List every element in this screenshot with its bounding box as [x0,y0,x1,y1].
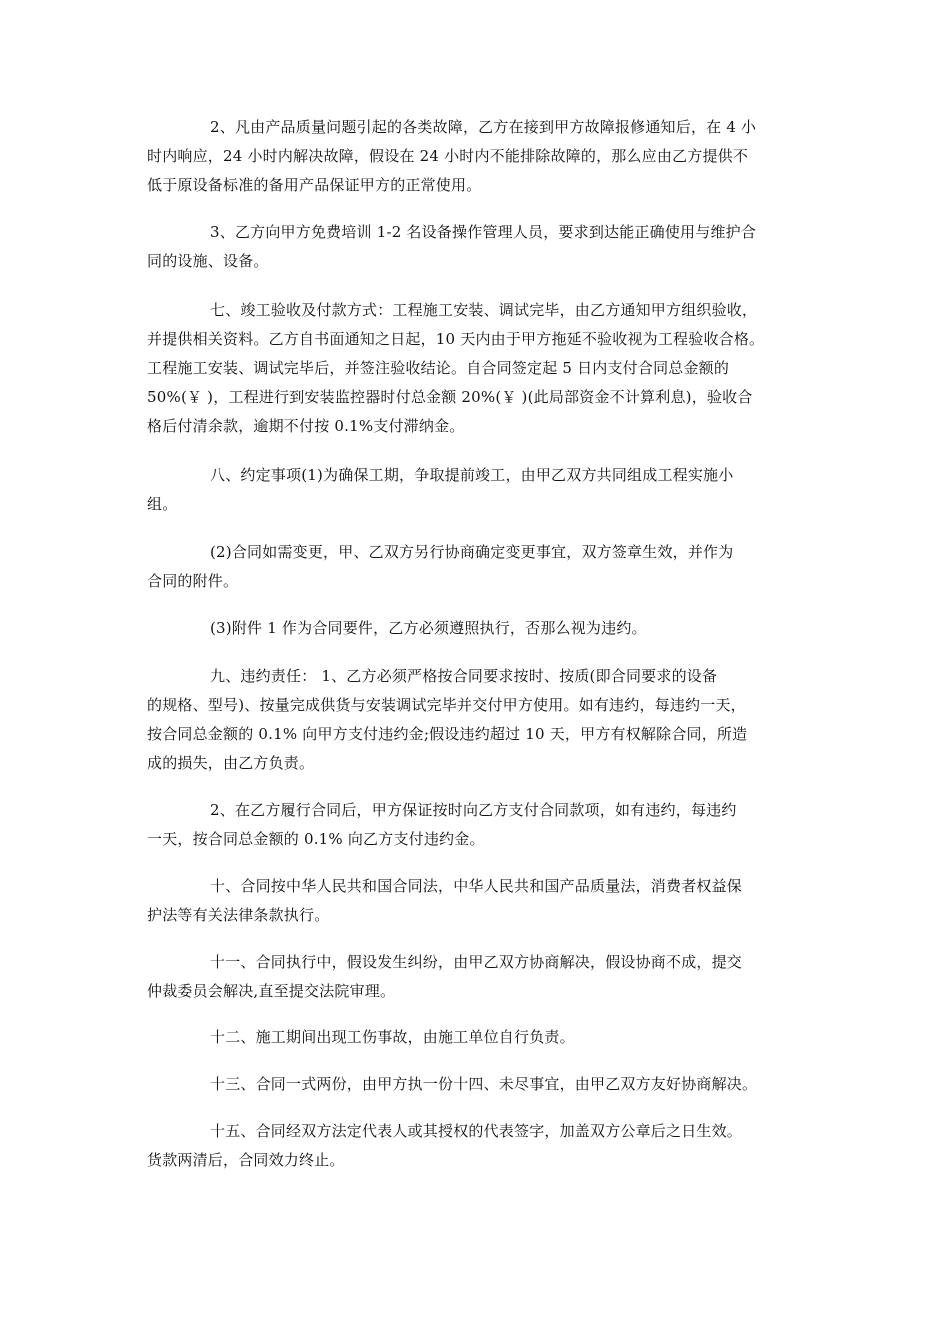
paragraph-line: 合同的附件。 [147,572,239,590]
paragraph-line: 2、凡由产品质量问题引起的各类故障，乙方在接到甲方故障报修通知后，在 4 小 [210,118,757,136]
paragraph-line: 并提供相关资料。乙方自书面通知之日起，10 天内由于甲方拖延不验收视为工程验收合格。 [147,330,765,348]
paragraph-section-12-accidents [147,1023,575,1052]
paragraph-section-8-agreed-item-2 [147,538,733,596]
paragraph-line: 护法等有关法律条款执行。 [147,906,330,924]
paragraph-section-15-effect [147,1117,742,1175]
paragraph-item-2-quality-faults [147,113,756,200]
paragraph-line: 十五、合同经双方法定代表人或其授权的代表签字，加盖双方公章后之日生效。 [210,1122,743,1140]
paragraph-section-11-disputes [147,948,742,1006]
paragraph-line: 十二、施工期间出现工伤事故，由施工单位自行负责。 [210,1028,575,1046]
paragraph-line: 货款两清后，合同效力终止。 [147,1151,345,1169]
paragraph-line: 时内响应，24 小时内解决故障，假设在 24 小时内不能排除故障的，那么应由乙方提供不 [147,147,749,165]
paragraph-line: 同的设施、设备。 [147,252,269,270]
paragraph-line: 3、乙方向甲方免费培训 1-2 名设备操作管理人员，要求到达能正确使用与维护合 [210,223,757,241]
paragraph-section-8-agreed-item-1 [147,461,733,519]
paragraph-line: 十、合同按中华人民共和国合同法，中华人民共和国产品质量法，消费者权益保 [210,877,743,895]
paragraph-line: 十一、合同执行中，假设发生纠纷，由甲乙双方协商解决，假设协商不成，提交 [210,953,743,971]
paragraph-line: 50%(￥ )，工程进行到安装监控器时付总金额 20%(￥ )(此局部资金不计算利息)，验收合 [147,388,753,406]
paragraph-line: 低于原设备标准的备用产品保证甲方的正常使用。 [147,176,482,194]
paragraph-line: 工程施工安装、调试完毕后，并签注验收结论。自合同签定起 5 日内支付合同总金额的 [147,359,730,377]
paragraph-line: (2)合同如需变更，甲、乙双方另行协商确定变更事宜，双方签章生效，并作为 [210,543,734,561]
paragraph-line: 的规格、型号)、按量完成供货与安装调试完毕并交付甲方使用。如有违约，每违约一天， [147,696,746,714]
paragraph-section-9-liability-1 [147,662,747,778]
paragraph-line: 组。 [147,495,178,513]
paragraph-line: 九、违约责任： 1、乙方必须严格按合同要求按时、按质(即合同要求的设备 [210,667,718,685]
paragraph-line: 按合同总金额的 0.1% 向甲方支付违约金;假设违约超过 10 天，甲方有权解除合同，所造 [147,725,748,743]
paragraph-section-13-14-copies [147,1070,757,1099]
paragraph-item-3-training [147,218,756,276]
paragraph-line: 八、约定事项(1)为确保工期，争取提前竣工，由甲乙双方共同组成工程实施小 [210,466,734,484]
paragraph-line: 十三、合同一式两份，由甲方执一份十四、未尽事宜，由甲乙双方友好协商解决。 [210,1075,758,1093]
paragraph-line: 2、在乙方履行合同后，甲方保证按时向乙方支付合同款项，如有违约，每违约 [210,801,737,819]
paragraph-line: 一天，按合同总金额的 0.1% 向乙方支付违约金。 [147,830,485,848]
paragraph-section-9-liability-2 [147,796,737,854]
paragraph-line: (3)附件 1 作为合同要件，乙方必须遵照执行，否那么视为违约。 [210,619,647,637]
paragraph-line: 七、竣工验收及付款方式：工程施工安装、调试完毕，由乙方通知甲方组织验收， [210,301,758,319]
paragraph-section-10-laws [147,872,742,930]
paragraph-line: 成的损失，由乙方负责。 [147,754,315,772]
paragraph-section-8-agreed-item-3 [147,614,647,643]
paragraph-line: 仲裁委员会解决,直至提交法院审理。 [147,982,396,1000]
paragraph-section-7-acceptance-payment [147,296,764,441]
paragraph-line: 格后付清余款，逾期不付按 0.1%支付滞纳金。 [147,417,465,435]
